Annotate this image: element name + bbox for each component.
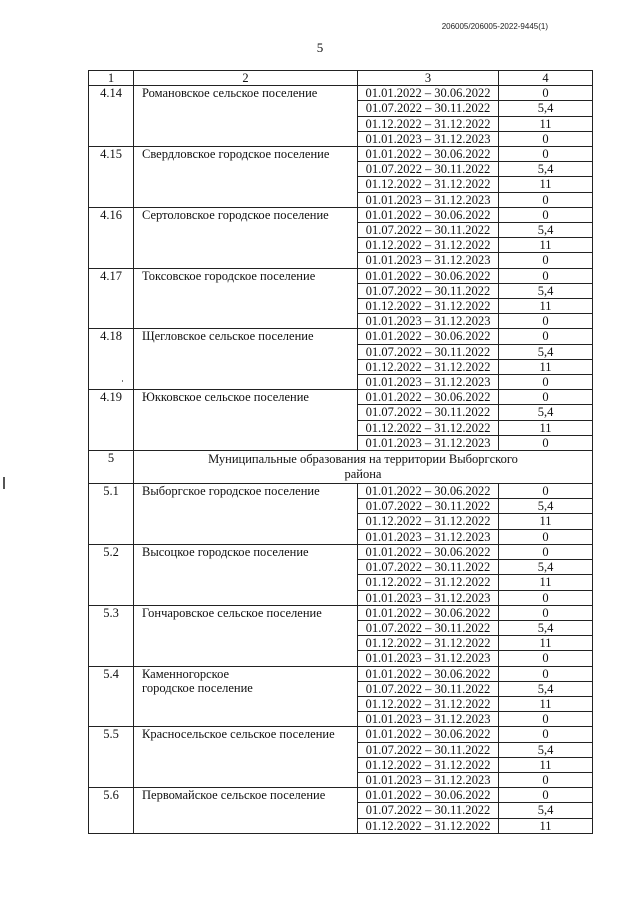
column-header-row bbox=[89, 71, 593, 86]
period-range: 01.01.2022 – 30.06.2022 bbox=[358, 544, 499, 559]
row-number: 5.1 bbox=[89, 484, 134, 545]
period-range: 01.12.2022 – 31.12.2022 bbox=[358, 636, 499, 651]
row-number: 4.16 bbox=[89, 207, 134, 268]
rate-value: 0 bbox=[499, 192, 593, 207]
period-range: 01.07.2022 – 30.11.2022 bbox=[358, 405, 499, 420]
municipality-name: Романовское сельское поселение bbox=[134, 86, 358, 147]
row-number: 4.18 bbox=[89, 329, 134, 390]
municipality-name: Первомайское сельское поселение bbox=[134, 788, 358, 834]
rate-value: 0 bbox=[499, 253, 593, 268]
rate-value: 0 bbox=[499, 590, 593, 605]
period-range: 01.07.2022 – 30.11.2022 bbox=[358, 742, 499, 757]
period-range: 01.12.2022 – 31.12.2022 bbox=[358, 177, 499, 192]
scan-margin-mark bbox=[3, 477, 5, 489]
rate-value: 0 bbox=[499, 329, 593, 344]
table-row bbox=[89, 727, 593, 742]
period-range: 01.01.2022 – 30.06.2022 bbox=[358, 268, 499, 283]
row-number: 4.15 bbox=[89, 147, 134, 208]
period-range: 01.07.2022 – 30.11.2022 bbox=[358, 803, 499, 818]
period-range: 01.12.2022 – 31.12.2022 bbox=[358, 514, 499, 529]
rate-value: 0 bbox=[499, 314, 593, 329]
rate-value: 5,4 bbox=[499, 283, 593, 298]
period-range: 01.01.2023 – 31.12.2023 bbox=[358, 435, 499, 450]
municipality-name: Сертоловское городское поселение bbox=[134, 207, 358, 268]
period-range: 01.12.2022 – 31.12.2022 bbox=[358, 757, 499, 772]
rate-value: 11 bbox=[499, 696, 593, 711]
period-range: 01.01.2022 – 30.06.2022 bbox=[358, 147, 499, 162]
period-range: 01.01.2023 – 31.12.2023 bbox=[358, 131, 499, 146]
period-range: 01.01.2022 – 30.06.2022 bbox=[358, 727, 499, 742]
period-range: 01.01.2022 – 30.06.2022 bbox=[358, 390, 499, 405]
municipality-name: Щегловское сельское поселение bbox=[134, 329, 358, 390]
rate-value: 5,4 bbox=[499, 620, 593, 635]
rate-value: 0 bbox=[499, 484, 593, 499]
period-range: 01.07.2022 – 30.11.2022 bbox=[358, 344, 499, 359]
rate-value: 0 bbox=[499, 544, 593, 559]
rate-value: 5,4 bbox=[499, 499, 593, 514]
rate-value: 11 bbox=[499, 636, 593, 651]
column-header-4: 4 bbox=[499, 71, 593, 86]
rate-value: 11 bbox=[499, 299, 593, 314]
table-row bbox=[89, 329, 593, 344]
municipality-name: Каменногорское городское поселение bbox=[134, 666, 358, 727]
row-number: 5.6 bbox=[89, 788, 134, 834]
rate-value: 5,4 bbox=[499, 803, 593, 818]
table-row bbox=[89, 268, 593, 283]
municipality-name: Свердловское городское поселение bbox=[134, 147, 358, 208]
period-range: 01.01.2023 – 31.12.2023 bbox=[358, 314, 499, 329]
page-number: 5 bbox=[316, 40, 324, 55]
period-range: 01.07.2022 – 30.11.2022 bbox=[358, 162, 499, 177]
rate-value: 0 bbox=[499, 651, 593, 666]
section-row bbox=[89, 451, 593, 484]
period-range: 01.12.2022 – 31.12.2022 bbox=[358, 575, 499, 590]
period-range: 01.01.2023 – 31.12.2023 bbox=[358, 375, 499, 390]
rate-value: 11 bbox=[499, 238, 593, 253]
period-range: 01.07.2022 – 30.11.2022 bbox=[358, 223, 499, 238]
period-range: 01.12.2022 – 31.12.2022 bbox=[358, 116, 499, 131]
rate-value: 0 bbox=[499, 772, 593, 787]
table-row bbox=[89, 86, 593, 101]
column-header-1: 1 bbox=[89, 71, 134, 86]
rate-value: 11 bbox=[499, 116, 593, 131]
rate-value: 0 bbox=[499, 788, 593, 803]
period-range: 01.07.2022 – 30.11.2022 bbox=[358, 560, 499, 575]
period-range: 01.12.2022 – 31.12.2022 bbox=[358, 299, 499, 314]
municipality-name: Высоцкое городское поселение bbox=[134, 544, 358, 605]
period-range: 01.01.2023 – 31.12.2023 bbox=[358, 192, 499, 207]
rate-value: 0 bbox=[499, 666, 593, 681]
period-range: 01.01.2023 – 31.12.2023 bbox=[358, 651, 499, 666]
municipality-name: Выборгское городское поселение bbox=[134, 484, 358, 545]
period-range: 01.12.2022 – 31.12.2022 bbox=[358, 420, 499, 435]
period-range: 01.01.2023 – 31.12.2023 bbox=[358, 772, 499, 787]
row-number: 4.14 bbox=[89, 86, 134, 147]
rate-value: 5,4 bbox=[499, 101, 593, 116]
row-number: 5.5 bbox=[89, 727, 134, 788]
tariff-table bbox=[88, 70, 593, 834]
document-number: 206005/206005-2022-9445(1) bbox=[441, 22, 548, 31]
rate-value: 5,4 bbox=[499, 405, 593, 420]
rate-value: 0 bbox=[499, 390, 593, 405]
row-number: 4.17 bbox=[89, 268, 134, 329]
section-title: Муниципальные образования на территории Выборгского района bbox=[134, 451, 593, 484]
period-range: 01.01.2023 – 31.12.2023 bbox=[358, 712, 499, 727]
table-row bbox=[89, 666, 593, 681]
row-number: 5.4 bbox=[89, 666, 134, 727]
period-range: 01.01.2022 – 30.06.2022 bbox=[358, 86, 499, 101]
rate-value: 5,4 bbox=[499, 681, 593, 696]
table-row bbox=[89, 390, 593, 405]
period-range: 01.07.2022 – 30.11.2022 bbox=[358, 499, 499, 514]
rate-value: 0 bbox=[499, 435, 593, 450]
period-range: 01.01.2023 – 31.12.2023 bbox=[358, 529, 499, 544]
rate-value: 0 bbox=[499, 712, 593, 727]
rate-value: 11 bbox=[499, 818, 593, 833]
row-number: 4.19 bbox=[89, 390, 134, 451]
table-row bbox=[89, 788, 593, 803]
period-range: 01.01.2023 – 31.12.2023 bbox=[358, 590, 499, 605]
rate-value: 5,4 bbox=[499, 560, 593, 575]
period-range: 01.07.2022 – 30.11.2022 bbox=[358, 101, 499, 116]
table-row bbox=[89, 544, 593, 559]
period-range: 01.01.2023 – 31.12.2023 bbox=[358, 253, 499, 268]
rate-value: 11 bbox=[499, 757, 593, 772]
table-row bbox=[89, 207, 593, 222]
period-range: 01.12.2022 – 31.12.2022 bbox=[358, 238, 499, 253]
rate-value: 0 bbox=[499, 207, 593, 222]
tariff-table-body bbox=[89, 71, 593, 834]
municipality-name: Красносельское сельское поселение bbox=[134, 727, 358, 788]
table-row bbox=[89, 147, 593, 162]
rate-value: 0 bbox=[499, 727, 593, 742]
municipality-name: Токсовское городское поселение bbox=[134, 268, 358, 329]
rate-value: 5,4 bbox=[499, 742, 593, 757]
municipality-name: Гончаровское сельское поселение bbox=[134, 605, 358, 666]
rate-value: 11 bbox=[499, 420, 593, 435]
period-range: 01.01.2022 – 30.06.2022 bbox=[358, 329, 499, 344]
rate-value: 0 bbox=[499, 131, 593, 146]
rate-value: 5,4 bbox=[499, 223, 593, 238]
rate-value: 5,4 bbox=[499, 162, 593, 177]
period-range: 01.01.2022 – 30.06.2022 bbox=[358, 207, 499, 222]
rate-value: 11 bbox=[499, 359, 593, 374]
period-range: 01.07.2022 – 30.11.2022 bbox=[358, 283, 499, 298]
period-range: 01.12.2022 – 31.12.2022 bbox=[358, 359, 499, 374]
table-row bbox=[89, 484, 593, 499]
rate-value: 0 bbox=[499, 147, 593, 162]
rate-value: 0 bbox=[499, 529, 593, 544]
period-range: 01.12.2022 – 31.12.2022 bbox=[358, 696, 499, 711]
rate-value: 0 bbox=[499, 375, 593, 390]
rate-value: 11 bbox=[499, 514, 593, 529]
rate-value: 11 bbox=[499, 177, 593, 192]
row-number: 5.2 bbox=[89, 544, 134, 605]
rate-value: 0 bbox=[499, 268, 593, 283]
rate-value: 5,4 bbox=[499, 344, 593, 359]
rate-value: 0 bbox=[499, 605, 593, 620]
period-range: 01.07.2022 – 30.11.2022 bbox=[358, 620, 499, 635]
table-row bbox=[89, 605, 593, 620]
period-range: 01.01.2022 – 30.06.2022 bbox=[358, 605, 499, 620]
column-header-2: 2 bbox=[134, 71, 358, 86]
period-range: 01.01.2022 – 30.06.2022 bbox=[358, 666, 499, 681]
period-range: 01.01.2022 – 30.06.2022 bbox=[358, 484, 499, 499]
period-range: 01.12.2022 – 31.12.2022 bbox=[358, 818, 499, 833]
row-number: 5.3 bbox=[89, 605, 134, 666]
rate-value: 0 bbox=[499, 86, 593, 101]
period-range: 01.01.2022 – 30.06.2022 bbox=[358, 788, 499, 803]
period-range: 01.07.2022 – 30.11.2022 bbox=[358, 681, 499, 696]
column-header-3: 3 bbox=[358, 71, 499, 86]
tariff-table-container bbox=[88, 70, 593, 834]
rate-value: 11 bbox=[499, 575, 593, 590]
section-number: 5 bbox=[89, 451, 134, 484]
municipality-name: Юкковское сельское поселение bbox=[134, 390, 358, 451]
